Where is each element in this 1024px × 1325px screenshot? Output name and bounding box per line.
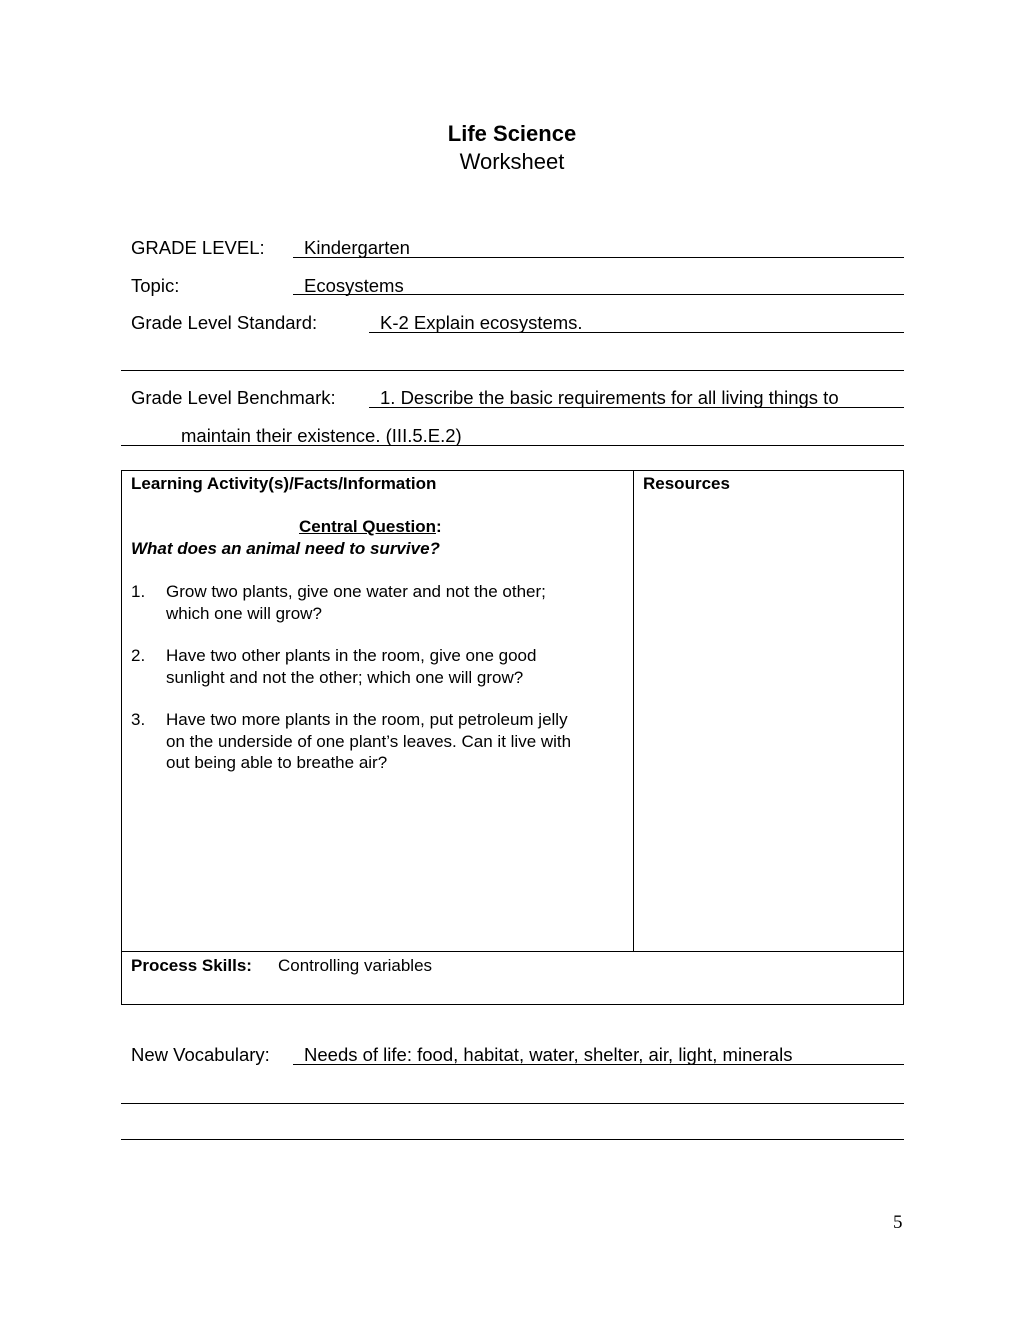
list-item-line: Grow two plants, give one water and not the other; <box>166 582 546 601</box>
grade-level-underline <box>293 257 904 258</box>
standard-value: K-2 Explain ecosystems. <box>380 312 583 333</box>
central-question-label: Central Question <box>299 517 436 536</box>
list-item <box>166 709 626 774</box>
vocabulary-label: New Vocabulary: <box>131 1044 270 1065</box>
standard-label: Grade Level Standard: <box>131 312 318 333</box>
list-item-line: Have two more plants in the room, put petroleum jelly <box>166 710 568 729</box>
benchmark-value-line2: maintain their existence. (III.5.E.2) <box>181 425 462 446</box>
page-number: 5 <box>893 1212 903 1233</box>
list-item-number: 1. <box>131 582 146 601</box>
list-item-line: Have two other plants in the room, give one good <box>166 646 537 665</box>
resources-header: Resources <box>643 474 730 493</box>
list-item-line: which one will grow? <box>166 603 322 623</box>
vocabulary-blank-line-1 <box>121 1103 904 1104</box>
learning-activity-header: Learning Activity(s)/Facts/Information <box>131 474 437 493</box>
list-item <box>166 645 626 688</box>
topic-underline <box>293 294 904 295</box>
central-question-text: What does an animal need to survive? <box>131 539 440 558</box>
central-question-heading <box>299 517 442 537</box>
list-item-number: 3. <box>131 710 146 729</box>
topic-value: Ecosystems <box>304 275 404 296</box>
topic-label: Topic: <box>131 275 180 296</box>
central-question-colon: : <box>435 517 442 536</box>
list-item-line: on the underside of one plant’s leaves. Can it live with <box>166 731 572 751</box>
list-item <box>166 581 626 624</box>
grade-level-value: Kindergarten <box>304 237 410 258</box>
vocabulary-blank-line-2 <box>121 1139 904 1140</box>
benchmark-underline-2 <box>121 445 904 446</box>
grade-level-label: GRADE LEVEL: <box>131 237 265 258</box>
table-column-divider <box>633 470 634 952</box>
table-row-divider <box>121 951 904 952</box>
benchmark-underline-1 <box>369 407 904 408</box>
page-subtitle: Worksheet <box>459 149 565 174</box>
page-title: Life Science <box>447 121 577 146</box>
standard-underline <box>369 332 904 333</box>
list-item-number: 2. <box>131 646 146 665</box>
process-skills-value: Controlling variables <box>278 956 433 975</box>
list-item-line: sunlight and not the other; which one will grow? <box>166 667 524 687</box>
benchmark-value-line1: 1. Describe the basic requirements for all living things to <box>380 387 839 408</box>
vocabulary-value: Needs of life: food, habitat, water, shelter, air, light, minerals <box>304 1044 793 1065</box>
vocabulary-underline <box>293 1064 904 1065</box>
standard-blank-line <box>121 370 904 371</box>
benchmark-label: Grade Level Benchmark: <box>131 387 336 408</box>
list-item-line: out being able to breathe air? <box>166 753 388 772</box>
process-skills-label: Process Skills: <box>131 956 252 975</box>
